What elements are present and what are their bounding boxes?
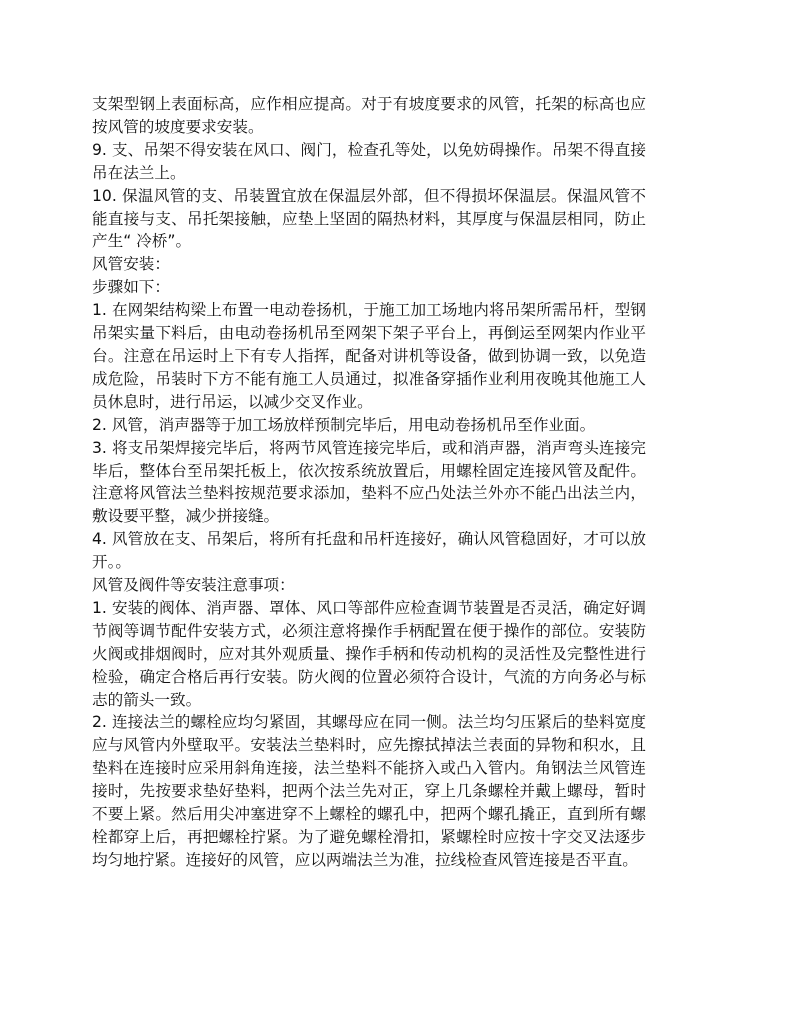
step-4: 4. 风管放在支、吊架后，将所有托盘和吊杆连接好，确认风管稳固好，才可以放开。。 (92, 530, 646, 572)
precaution-2: 2. 连接法兰的螺栓应均匀紧固，其螺母应在同一侧。法兰均匀压紧后的垫料宽度应与风管内外壁取平。安装法兰垫料时，应先擦拭掉法兰表面的异物和积水，且垫料在连接时应采用斜角连接，法兰垫料不能挤入或凸入管内。角钢法兰风管连接时，先按要求垫好垫料，把两个法兰先对正，穿上几条螺栓并戴上螺母，暂时不要上紧。然后用尖冲塞进穿不上螺栓的螺孔中，把两个螺孔撬正，直到所有螺栓都穿上后，再把螺栓拧紧。为了避免螺栓滑扣，紧螺栓时应按十字交叉法逐步均匀地拧紧。连接好的风管，应以两端法兰为准，拉线检查风管连接是否平直。 (92, 713, 646, 869)
subheading-steps: 步骤如下： (92, 278, 170, 297)
paragraph-item-9: 9. 支、吊架不得安装在风口、阀门，检查孔等处，以免妨碍操作。吊架不得直接吊在法兰上。 (92, 140, 646, 182)
document-page (92, 93, 646, 872)
step-1: 1. 在网架结构梁上布置一电动卷扬机，于施工加工场地内将吊架所需吊杆，型钢吊架实量下料后，由电动卷扬机吊至网架下架子平台上，再倒运至网架内作业平台。注意在吊运时上下有专人指挥，配备对讲机等设备，做到协调一致，以免造成危险，吊装时下方不能有施工人员通过，拟准备穿插作业利用夜晚其他施工人员休息时，进行吊运，以减少交叉作业。 (92, 301, 646, 411)
step-2: 2. 风管，消声器等于加工场放样预制完毕后，用电动卷扬机吊至作业面。 (92, 415, 596, 434)
paragraph-item-10: 10. 保温风管的支、吊装置宜放在保温层外部，但不得损坏保温层。保温风管不能直接与支、吊托架接触，应垫上坚固的隔热材料，其厚度与保温层相同，防止产生“ 冷桥”。 (92, 186, 646, 251)
precaution-1: 1. 安装的阀体、消声器、罩体、风口等部件应检查调节装置是否灵活，确定好调节阀等调节配件安装方式，必须注意将操作手柄配置在便于操作的部位。安装防火阀或排烟阀时，应对其外观质量、操作手柄和传动机构的灵活性及完整性进行检验，确定合格后再行安装。防火阀的位置必须符合设计，气流的方向务必与标志的箭头一致。 (92, 598, 646, 709)
section-heading-precautions: 风管及阀件等安装注意事项： (92, 576, 295, 595)
section-heading-duct-installation: 风管安装： (92, 255, 170, 274)
step-3: 3. 将支吊架焊接完毕后，将两节风管连接完毕后，或和消声器，消声弯头连接完毕后，整体台至吊架托板上，依次按系统放置后，用螺栓固定连接风管及配件。注意将风管法兰垫料按规范要求添加，垫料不应凸处法兰外亦不能凸出法兰内，敷设要平整，减少拼接缝。 (92, 438, 646, 526)
paragraph-bracket-elevation: 支架型钢上表面标高，应作相应提高。对于有坡度要求的风管，托架的标高也应按风管的坡度要求安装。 (92, 95, 646, 136)
